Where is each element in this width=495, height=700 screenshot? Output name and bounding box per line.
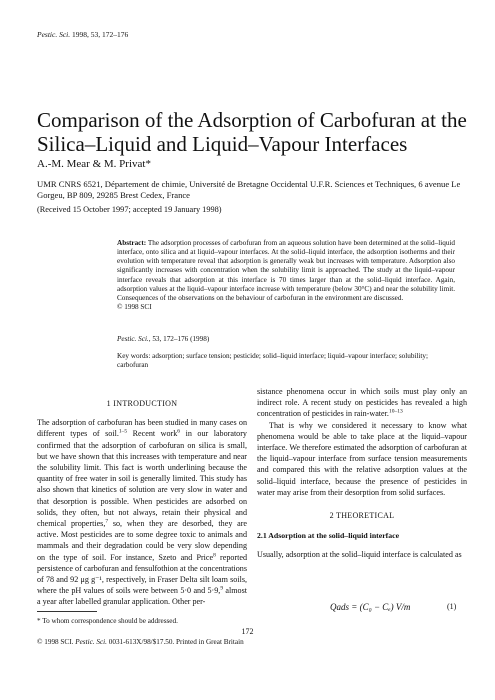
intro-text-1: The adsorption of carbofuran has been studied in many cases on different types of soil. — [37, 418, 247, 439]
right-paragraph-1 — [257, 386, 467, 420]
footnote: * To whom correspondence should be addressed. — [37, 617, 178, 625]
ref-sup: 10–13 — [388, 408, 403, 415]
intro-paragraph — [37, 417, 247, 607]
affiliation: UMR CNRS 6521, Département de chimie, Université de Bretagne Occidental U.F.R. Sciences et Techniques, 6 avenue Le Gorgeu, BP 809, 29285 Brest Cedex, France — [37, 179, 461, 200]
abstract — [117, 239, 455, 312]
footnote-rule — [37, 611, 97, 612]
copyright-line — [37, 638, 244, 646]
intro-text-6: almost a year after labelled granular application. Other per- — [37, 586, 247, 607]
right-text-1: sistance phenomena occur in which soils must play only an indirect role. A recent study on pesticides has revealed a high concentration of pesticides in rain-water. — [257, 387, 467, 419]
right-paragraph-3: Usually, adsorption at the solid–liquid interface is calculated as — [257, 550, 462, 560]
ref-sup: 8 — [213, 551, 216, 558]
ref-sup: 1–5 — [118, 428, 128, 435]
copyright-text: © 1998 SCI. — [37, 638, 74, 646]
running-header — [37, 30, 128, 39]
citation-rest: 53, 172–176 (1998) — [152, 335, 210, 343]
journal-volume-pages: 1998, 53, 172–176 — [72, 30, 129, 39]
ref-sup: 9 — [220, 585, 224, 592]
ref-sup: 6 — [177, 428, 181, 435]
abstract-text: The adsorption processes of carbofuran from an aqueous solution have been determined at the solid–liquid interface, onto silica and at liquid–vapour interfaces. At the solid–liquid interface, the adsorption isotherms and their evolution with temperature reveal that adsorption is generally weak but increases with temperature. Adsorption also significantly increases with concentration when the solubility limit is approached. The study at the liquid–vapour interface reveals that adsorption at this interface is 70 times larger than at the solid–liquid interface. Again, adsorption values at the liquid–vapour interface increase with temperature (below 30°C) and near the solubility limit. Consequences of the observations on the behaviour of carbofuran in the environment are discussed. — [117, 239, 456, 302]
section-heading-theoretical: 2 THEORETICAL — [329, 511, 395, 521]
intro-text-5: reported persistence of carbofuran and fensulfothion at the concentrations of 78 and 92 μg g⁻¹, respectively, in Fraser Delta silt loam soils, where the pH values of soils were between 5·0 and 5·9, — [37, 552, 247, 596]
citation — [117, 335, 209, 343]
copyright-journal: Pestic. Sci. — [75, 638, 107, 646]
equation-number: (1) — [447, 602, 457, 611]
received-dates: (Received 15 October 1997; accepted 19 January 1998) — [37, 205, 222, 214]
subsection-heading: 2.1 Adsorption at the solid–liquid interface — [257, 531, 400, 541]
intro-text-4: so, when they are desorbed, they are active. Most pesticides are to some degree toxic to animals and mammals and their degradation could be very slow depending on the type of soil. For instance, Szeto and Price — [37, 519, 247, 562]
section-heading-introduction: 1 INTRODUCTION — [106, 399, 178, 408]
abstract-label: Abstract: — [117, 239, 147, 247]
abstract-copyright: © 1998 SCI — [117, 303, 152, 312]
copyright-issn: 0031-613X/98/$17.50. Printed in Great Britain — [108, 638, 244, 646]
ref-sup: 7 — [105, 518, 109, 525]
intro-text-3: in our laboratory confirmed that the adsorption of carbofuran on silica is small, but we have shown that this increases with temperature and near the solubility limit. This fact is worth underlining because the quantity of free water in soil is generally limited. This study has also shown that kinetics of solution are very slow in water and that desorption is possible. When pesticides are adsorbed on solids, they often, but not always, retain their physical and chemical properties, — [37, 429, 247, 529]
intro-text-2: Recent work — [127, 429, 178, 439]
right-column — [257, 386, 467, 561]
authors: A.-M. Mear & M. Privat* — [37, 158, 151, 170]
article-title: Comparison of the Adsorption of Carbofuran at the Silica–Liquid and Liquid–Vapour Interfaces — [37, 108, 467, 156]
page-number: 172 — [241, 627, 254, 636]
equation-1: Qads = (C₀ − Cₑ) V/m — [330, 602, 411, 612]
left-column — [37, 398, 247, 608]
keywords: Key words: adsorption; surface tension; pesticide; solid–liquid interface; liquid–vapour interface; solubility; carbofuran — [117, 352, 428, 370]
right-paragraph-2: That is why we considered it necessary to know what phenomena would be able to take place at the liquid–vapour interface. We therefore estimated the adsorption of carbofuran at the liquid–vapour interface from surface tension measurements and compared this with the relative adsorption values at the solid–liquid interface, because the presence of pesticides in water may arise from their desorption from solid surfaces. — [257, 420, 467, 497]
journal-abbrev: Pestic. Sci. — [37, 30, 71, 39]
citation-journal: Pestic. Sci., — [117, 335, 151, 343]
